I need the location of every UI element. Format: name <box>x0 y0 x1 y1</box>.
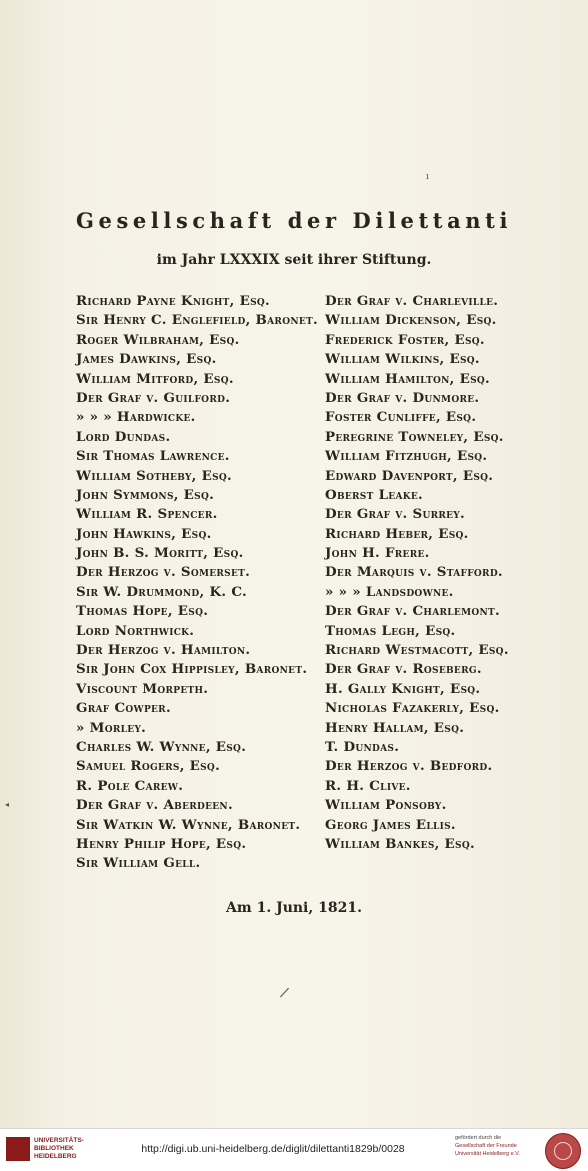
member-name: Richard Heber, Esq. <box>325 525 469 542</box>
member-name: Richard Payne Knight, Esq. <box>76 293 271 309</box>
member-name: John Symmons, Esq. <box>76 486 215 503</box>
member-name: Der Graf v. Dunmore. <box>325 389 480 406</box>
member-name: Der Graf v. Charlemont. <box>325 603 500 620</box>
member-name: Sir John Cox Hippisley, Baronet. <box>76 661 308 678</box>
page-mark: ı <box>426 172 429 182</box>
member-name: William Ponsoby. <box>325 797 447 814</box>
date-line: Am 1. Juni, 1821. <box>226 900 362 916</box>
member-name: John Hawkins, Esq. <box>76 525 212 542</box>
logo-line: BIBLIOTHEK <box>34 1145 74 1152</box>
member-name: James Dawkins, Esq. <box>76 351 217 368</box>
page-subtitle: im Jahr LXXXIX seit ihrer Stiftung. <box>156 252 432 268</box>
member-name: Richard Westmacott, Esq. <box>325 642 509 659</box>
member-name: Edward Davenport, Esq. <box>325 467 494 484</box>
sponsor-line: Universität Heidelberg e.V. <box>455 1151 520 1157</box>
member-name: Der Graf v. Surrey. <box>325 506 465 523</box>
member-name: Oberst Leake. <box>325 486 423 503</box>
member-name: T. Dundas. <box>325 738 400 755</box>
member-name: R. Pole Carew. <box>76 777 184 794</box>
member-name: Der Graf v. Charleville. <box>325 293 499 309</box>
member-name: Der Herzog v. Bedford. <box>325 758 493 775</box>
member-name: Henry Hallam, Esq. <box>325 719 465 736</box>
member-name: Roger Wilbraham, Esq. <box>76 331 240 348</box>
member-name: Der Graf v. Aberdeen. <box>76 797 233 814</box>
member-name: William R. Spencer. <box>76 506 218 523</box>
member-name: William Mitford, Esq. <box>76 370 234 387</box>
member-name: Sir Thomas Lawrence. <box>76 448 230 465</box>
member-name: Nicholas Fazakerly, Esq. <box>325 700 500 717</box>
library-logo-text[interactable] <box>34 1137 84 1161</box>
member-name: Sir Watkin W. Wynne, Baronet. <box>76 816 301 833</box>
page-mark: ◂ <box>5 800 10 809</box>
member-name: William Dickenson, Esq. <box>325 312 497 329</box>
library-logo-icon[interactable] <box>6 1137 30 1161</box>
member-name: Der Graf v. Roseberg. <box>325 661 482 678</box>
member-name: Graf Cowper. <box>76 700 171 717</box>
member-name: John H. Frere. <box>325 545 430 562</box>
member-name: Frederick Foster, Esq. <box>325 331 485 348</box>
member-name: Charles W. Wynne, Esq. <box>76 738 247 755</box>
sponsor-credit[interactable] <box>455 1134 520 1158</box>
member-name: R. H. Clive. <box>325 777 411 794</box>
member-name: » » » Hardwicke. <box>76 409 196 426</box>
logo-line: UNIVERSITÄTS- <box>34 1137 84 1144</box>
member-name: Der Graf v. Guilford. <box>76 389 231 406</box>
member-name: Der Marquis v. Stafford. <box>325 564 503 581</box>
member-name: Foster Cunliffe, Esq. <box>325 409 477 426</box>
member-name: Thomas Legh, Esq. <box>325 622 456 639</box>
member-list-right <box>325 292 575 854</box>
member-name: Samuel Rogers, Esq. <box>76 758 221 775</box>
member-list-left <box>76 292 316 874</box>
member-name: Henry Philip Hope, Esq. <box>76 835 247 852</box>
member-name: Georg James Ellis. <box>325 816 456 833</box>
member-name: Sir Henry C. Englefield, Baronet. <box>76 312 318 329</box>
member-name: William Sotheby, Esq. <box>76 467 232 484</box>
member-name: » » » Landsdowne. <box>325 583 454 600</box>
member-name: Thomas Hope, Esq. <box>76 603 209 620</box>
member-name: William Fitzhugh, Esq. <box>325 448 488 465</box>
member-name: Peregrine Towneley, Esq. <box>325 428 504 445</box>
page-mark: / <box>278 984 290 1002</box>
permalink-url[interactable]: http://digi.ub.uni-heidelberg.de/diglit/dilettanti1829b/0028 <box>141 1143 405 1155</box>
page-title: Gesellschaft der Dilettanti <box>75 208 513 233</box>
member-name: William Wilkins, Esq. <box>325 351 480 368</box>
sponsor-line: gefördert durch die <box>455 1135 502 1141</box>
member-name: Der Herzog v. Hamilton. <box>76 642 251 659</box>
university-seal-icon[interactable] <box>545 1133 581 1169</box>
viewer-footer <box>0 1128 588 1171</box>
member-name: Sir W. Drummond, K. C. <box>76 583 248 600</box>
member-name: Viscount Morpeth. <box>76 680 209 697</box>
member-name: Der Herzog v. Somerset. <box>76 564 251 581</box>
member-name: Sir William Gell. <box>76 855 201 872</box>
member-name: Lord Northwick. <box>76 622 195 639</box>
member-name: » Morley. <box>76 719 147 736</box>
member-name: H. Gally Knight, Esq. <box>325 680 481 697</box>
member-name: John B. S. Moritt, Esq. <box>76 545 244 562</box>
member-name: Lord Dundas. <box>76 428 171 445</box>
member-name: William Hamilton, Esq. <box>325 370 491 387</box>
sponsor-line: Gesellschaft der Freunde <box>455 1143 517 1149</box>
logo-line: HEIDELBERG <box>34 1153 77 1160</box>
member-name: William Bankes, Esq. <box>325 835 475 852</box>
